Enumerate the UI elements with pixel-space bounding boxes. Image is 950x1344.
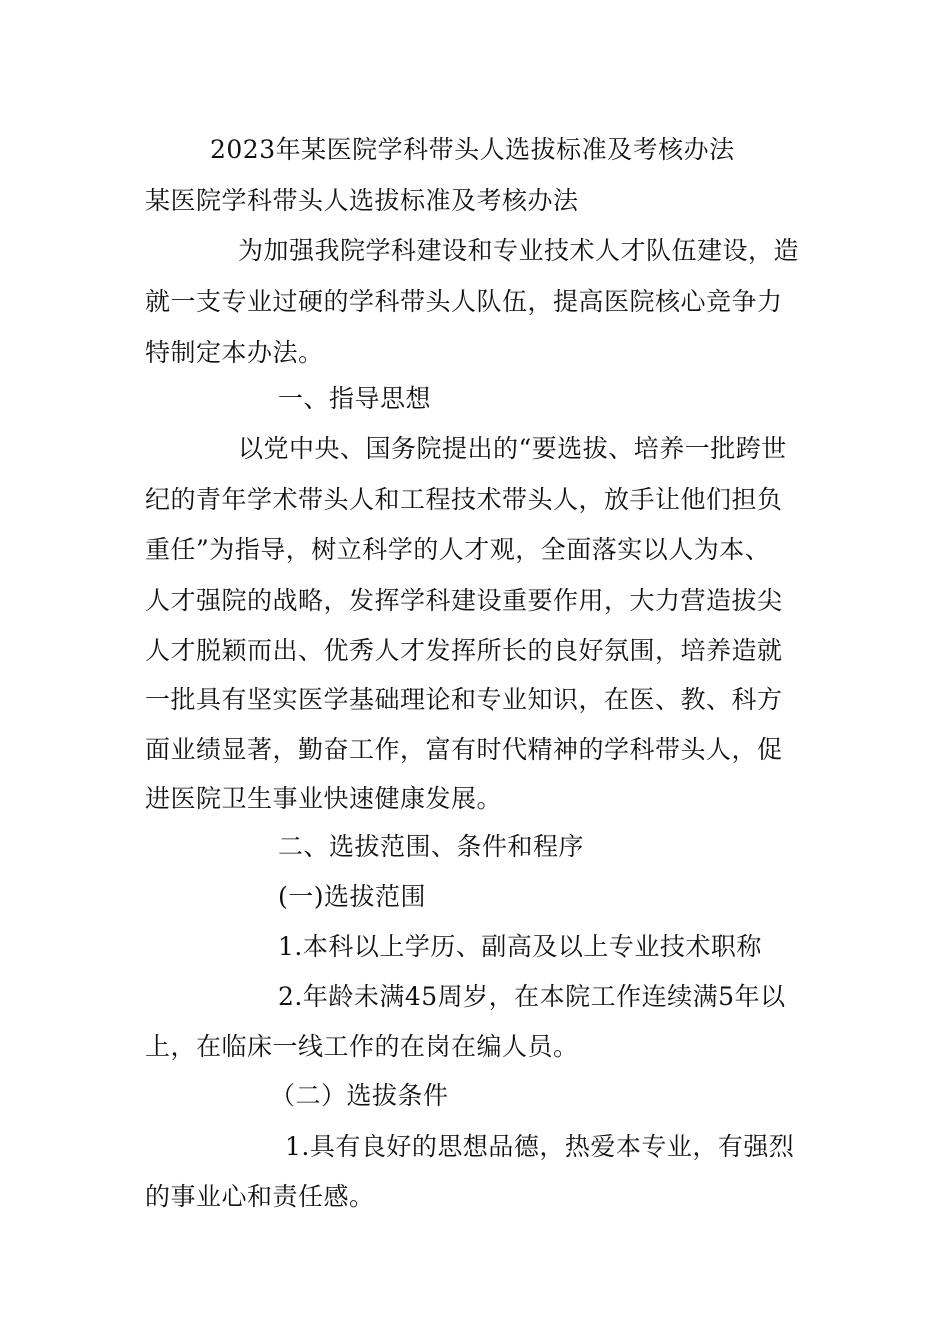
section1-line: 人才强院的战略，发挥学科建设重要作用，大力营造拔尖 xyxy=(145,586,783,615)
scope-item-2-cont: 上，在临床一线工作的在岗在编人员。 xyxy=(145,1032,579,1061)
document-subtitle: 某医院学科带头人选拔标准及考核办法 xyxy=(145,186,579,215)
condition-item-1-cont: 的事业心和责任感。 xyxy=(145,1182,375,1211)
subsection-heading-scope: (一)选拔范围 xyxy=(278,882,427,911)
section1-line: 人才脱颖而出、优秀人才发挥所长的良好氛围，培养造就 xyxy=(145,636,783,665)
section-heading-scope: 二、选拔范围、条件和程序 xyxy=(278,832,585,861)
section1-line: 一批具有坚实医学基础理论和专业知识，在医、教、科方 xyxy=(145,685,783,714)
intro-line: 特制定本办法。 xyxy=(145,338,324,367)
intro-line: 为加强我院学科建设和专业技术人才队伍建设，造 xyxy=(238,236,800,265)
document-title: 2023年某医院学科带头人选拔标准及考核办法 xyxy=(210,135,735,164)
condition-item-1: 1.具有良好的思想品德，热爱本专业，有强烈 xyxy=(285,1132,795,1161)
subsection-heading-conditions: （二）选拔条件 xyxy=(270,1081,449,1110)
scope-item-2: 2.年龄未满45周岁，在本院工作连续满5年以 xyxy=(278,982,786,1011)
section1-line: 进医院卫生事业快速健康发展。 xyxy=(145,784,503,813)
scope-item-1: 1.本科以上学历、副高及以上专业技术职称 xyxy=(278,932,762,961)
section1-line: 以党中央、国务院提出的“要选拔、培养一批跨世 xyxy=(238,434,787,463)
section1-line: 纪的青年学术带头人和工程技术带头人，放手让他们担负 xyxy=(145,485,783,514)
section-heading-guiding: 一、指导思想 xyxy=(278,384,432,413)
section1-line: 面业绩显著，勤奋工作，富有时代精神的学科带头人，促 xyxy=(145,735,783,764)
intro-line: 就一支专业过硬的学科带头人队伍，提高医院核心竞争力 xyxy=(145,287,783,316)
section1-line: 重任”为指导，树立科学的人才观，全面落实以人为本、 xyxy=(145,535,771,564)
